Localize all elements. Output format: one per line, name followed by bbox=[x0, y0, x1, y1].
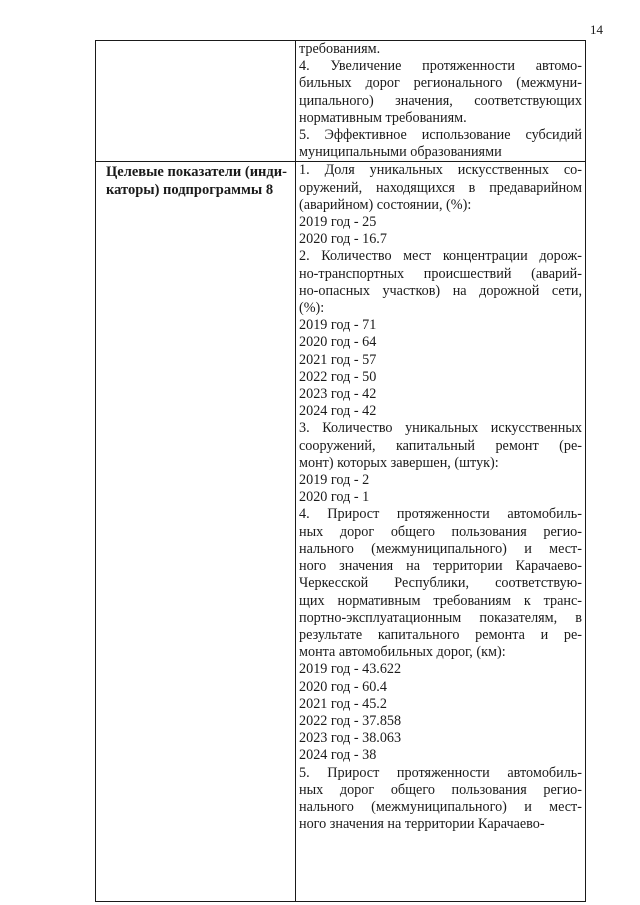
label-cell-indicators bbox=[96, 162, 296, 902]
text-line: но-опасных участков) на дорожной сети, bbox=[299, 282, 582, 299]
text-line: бильных дорог регионального (межмуни- bbox=[299, 75, 582, 92]
label-cell-text bbox=[96, 41, 295, 43]
text-line: 4. Увеличение протяженности автомо- bbox=[299, 58, 582, 75]
text-line: 2. Количество мест концентрации дорож- bbox=[299, 248, 582, 265]
text-line: щих нормативным требованиям к транс- bbox=[299, 592, 582, 609]
page-number: 14 bbox=[590, 22, 603, 37]
text-line: Черкесской Республики, соответствую- bbox=[299, 575, 582, 592]
text-line: ципального) значения, соответствующих bbox=[299, 92, 582, 109]
indicator-year-value: 2019 год - 2 bbox=[299, 472, 370, 489]
indicator-year-value: 2020 год - 64 bbox=[299, 334, 377, 351]
table-row-target-indicators bbox=[96, 162, 586, 902]
indicator-year-value: 2019 год - 43.622 bbox=[299, 661, 402, 678]
indicator-year-value: 2020 год - 1 bbox=[299, 489, 370, 506]
text-line: муниципальными образованиями bbox=[299, 144, 502, 161]
indicator-year-value: 2023 год - 42 bbox=[299, 386, 377, 403]
content-cell-objectives bbox=[296, 41, 586, 162]
text-line: нормативным требованиям. bbox=[299, 109, 467, 126]
text-line: (аварийном) состоянии, (%): bbox=[299, 196, 472, 213]
text-line: монт) которых завершен, (штук): bbox=[299, 454, 499, 471]
indicator-year-value: 2023 год - 38.063 bbox=[299, 730, 402, 747]
objectives-text bbox=[296, 41, 585, 161]
subprogram-passport-table bbox=[95, 40, 586, 902]
indicator-year-value: 2024 год - 42 bbox=[299, 403, 377, 420]
text-line: ного значения на территории Карачаево- bbox=[299, 558, 582, 575]
indicator-year-value: 2021 год - 45.2 bbox=[299, 695, 387, 712]
text-line: результате капитального ремонта и ре- bbox=[299, 626, 582, 643]
text-line: сооружений, капитальный ремонт (ре- bbox=[299, 437, 582, 454]
text-line: ных дорог общего пользования регио- bbox=[299, 781, 582, 798]
indicators-text bbox=[296, 162, 585, 833]
text-line: монта автомобильных дорог, (км): bbox=[299, 644, 506, 661]
text-line: требованиям. bbox=[299, 41, 381, 57]
text-line: портно-эксплуатационным показателям, в bbox=[299, 609, 582, 626]
text-line: ного значения на территории Карачаево- bbox=[299, 816, 545, 833]
text-line: нального (межмуниципального) и мест- bbox=[299, 540, 582, 557]
indicator-year-value: 2022 год - 37.858 bbox=[299, 712, 402, 729]
text-line: (%): bbox=[299, 300, 325, 317]
text-line: ных дорог общего пользования регио- bbox=[299, 523, 582, 540]
table-row-objectives-continued bbox=[96, 41, 586, 162]
indicator-year-value: 2022 год - 50 bbox=[299, 368, 377, 385]
indicator-year-value: 2019 год - 71 bbox=[299, 317, 377, 334]
indicator-year-value: 2021 год - 57 bbox=[299, 351, 377, 368]
text-line: оружений, находящихся в предаварийном bbox=[299, 179, 582, 196]
text-line: нального (межмуниципального) и мест- bbox=[299, 798, 582, 815]
text-line: 5. Прирост протяженности автомобиль- bbox=[299, 764, 582, 781]
indicator-year-value: 2024 год - 38 bbox=[299, 747, 377, 764]
text-line: 4. Прирост протяженности автомобиль- bbox=[299, 506, 582, 523]
indicator-year-value: 2020 год - 60.4 bbox=[299, 678, 387, 695]
text-line: 3. Количество уникальных искусственных bbox=[299, 420, 582, 437]
indicators-label: Целевые показатели (инди-каторы) подпрограммы 8 bbox=[106, 164, 287, 198]
text-line: 5. Эффективное использование субсидий bbox=[299, 127, 582, 144]
content-cell-indicators bbox=[296, 162, 586, 902]
text-line: 1. Доля уникальных искусственных со- bbox=[299, 162, 582, 179]
indicator-year-value: 2019 год - 25 bbox=[299, 214, 377, 231]
text-line: но-транспортных происшествий (аварий- bbox=[299, 265, 582, 282]
label-cell-empty bbox=[96, 41, 296, 162]
indicator-year-value: 2020 год - 16.7 bbox=[299, 231, 387, 248]
